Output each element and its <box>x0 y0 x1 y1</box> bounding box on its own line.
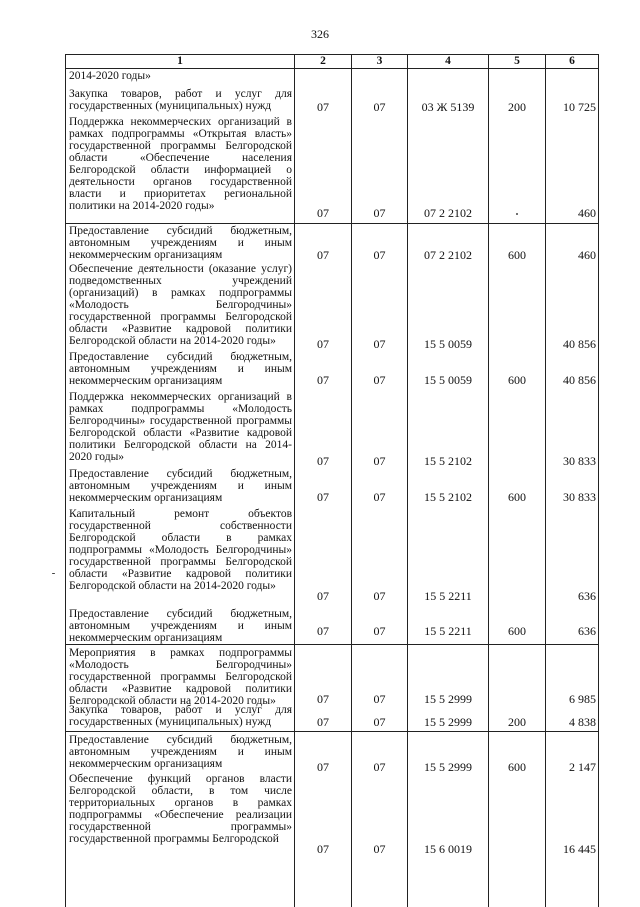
row-target-article: 15 5 2102 <box>424 454 472 468</box>
row-section: 07 <box>317 490 329 504</box>
row-description: Обеспечение функций органов власти Белгородской области, в том числе территориальных органов в рамках подпрограммы «Обеспечение реализации государственной программы» государственной программы Белгородской <box>69 773 292 845</box>
row-expense-type: 600 <box>508 760 526 774</box>
row-description: Предоставление субсидий бюджетным, автономным учреждениям и иным некоммерческим организациям <box>69 225 292 261</box>
row-target-article: 15 5 2999 <box>424 692 472 706</box>
row-section: 07 <box>317 760 329 774</box>
row-subsection: 07 <box>373 760 386 774</box>
row-amount: 30 833 <box>563 454 596 468</box>
table-row <box>66 731 598 773</box>
row-amount: 2 147 <box>569 760 596 774</box>
row-subsection: 07 <box>373 248 386 262</box>
row-description: Обеспечение деятельности (оказание услуг) подведомственных учреждений (организаций) в рамках подпрограммы «Молодость Белгородчины» государственной программы Белгородской области «Развитие кадровой политики Белгородской области на 2014-2020 годы» <box>69 263 292 347</box>
row-expense-type: 600 <box>508 373 526 387</box>
row-description: Мероприятия в рамках подпрограммы «Молодость Белгородчины» государственной программы Белгородской области «Развитие кадровой политики Белгородской области на 2014-2020 годы» <box>69 647 292 707</box>
table-row <box>66 607 598 644</box>
table-row <box>66 467 598 507</box>
row-amount: 30 833 <box>563 490 596 504</box>
row-amount: 460 <box>578 248 596 262</box>
row-target-article: 15 5 0059 <box>424 337 472 351</box>
row-section: 07 <box>317 248 329 262</box>
row-amount: 16 445 <box>563 842 596 856</box>
header-col-5: 5 <box>489 55 545 69</box>
table-row <box>66 390 598 467</box>
table-row <box>66 223 598 263</box>
row-subsection: 07 <box>373 373 386 387</box>
row-description: Предоставление субсидий бюджетным, автономным учреждениям и иным некоммерческим организациям <box>69 734 292 770</box>
row-target-article: 15 5 0059 <box>424 373 472 387</box>
table-row <box>66 69 598 85</box>
row-description: Поддержка некоммерческих организаций в рамках подпрограммы «Открытая власть» государственной программы Белгородской области «Обеспечение населения Белгородской области информацией о деятельности органов государственной власти и приоритетах региональной политики на 2014-2020 годы» <box>69 116 292 212</box>
row-expense-type: 200 <box>508 715 526 729</box>
row-target-article: 15 6 0019 <box>424 842 472 856</box>
row-amount: 10 725 <box>563 100 596 114</box>
row-expense-type: 600 <box>508 248 526 262</box>
row-amount: 6 985 <box>569 692 596 706</box>
header-col-6: 6 <box>546 55 598 69</box>
header-col-3: 3 <box>352 55 407 69</box>
row-subsection: 07 <box>373 715 386 729</box>
row-description: Предоставление субсидий бюджетным, автономным учреждениям и иным некоммерческим организациям <box>69 608 292 644</box>
row-expense-type: 200 <box>508 100 526 114</box>
row-subsection: 07 <box>373 624 386 638</box>
row-description: Закупка товаров, работ и услуг для государственных (муниципальных) нужд <box>69 88 292 112</box>
table-row <box>66 87 598 115</box>
row-target-article: 15 5 2211 <box>424 589 472 603</box>
row-section: 07 <box>317 206 329 220</box>
row-amount: 636 <box>578 624 596 638</box>
row-target-article: 07 2 2102 <box>424 206 472 220</box>
row-target-article: 15 5 2999 <box>424 760 472 774</box>
table-row <box>66 507 598 607</box>
row-expense-type: 600 <box>508 490 526 504</box>
row-section: 07 <box>317 624 329 638</box>
row-description: Поддержка некоммерческих организаций в рамках подпрограммы «Молодость Белгородчины» государственной программы Белгородской области «Развитие кадровой политики Белгородской области на 2014-2020 годы» <box>69 391 292 463</box>
row-section: 07 <box>317 337 329 351</box>
row-section: 07 <box>317 373 329 387</box>
row-target-article: 15 5 2999 <box>424 715 472 729</box>
row-subsection: 07 <box>373 100 386 114</box>
table-row <box>66 115 598 223</box>
margin-mark <box>52 573 55 574</box>
row-section: 07 <box>317 842 329 856</box>
row-subsection: 07 <box>373 454 386 468</box>
header-col-2: 2 <box>295 55 351 69</box>
table-row <box>66 772 598 907</box>
table-row <box>66 350 598 390</box>
row-target-article: 07 2 2102 <box>424 248 472 262</box>
row-target-article: 15 5 2211 <box>424 624 472 638</box>
row-section: 07 <box>317 589 329 603</box>
row-description: Предоставление субсидий бюджетным, автономным учреждениям и иным некоммерческим организациям <box>69 351 292 387</box>
table-row <box>66 704 598 731</box>
row-amount: 40 856 <box>563 373 596 387</box>
table-row <box>66 262 598 350</box>
row-section: 07 <box>317 454 329 468</box>
page-number: 326 <box>311 27 329 41</box>
row-target-article: 15 5 2102 <box>424 490 472 504</box>
row-description: Закупка товаров, работ и услуг для государственных (муниципальных) нужд <box>69 704 292 728</box>
row-amount: 460 <box>578 206 596 220</box>
row-section: 07 <box>317 715 329 729</box>
row-section: 07 <box>317 100 329 114</box>
row-subsection: 07 <box>373 692 386 706</box>
row-target-article: 03 Ж 5139 <box>421 100 475 114</box>
dot-mark <box>516 213 518 215</box>
row-amount: 636 <box>578 589 596 603</box>
row-description: 2014-2020 годы» <box>69 70 151 82</box>
row-section: 07 <box>317 692 329 706</box>
budget-table <box>65 54 599 907</box>
row-subsection: 07 <box>373 337 386 351</box>
row-amount: 4 838 <box>569 715 596 729</box>
row-subsection: 07 <box>373 206 386 220</box>
row-amount: 40 856 <box>563 337 596 351</box>
row-subsection: 07 <box>373 589 386 603</box>
row-expense-type: 600 <box>508 624 526 638</box>
row-description: Капитальный ремонт объектов государственной собственности Белгородской области в рамках подпрограммы «Молодость Белгородчины» государственной программы Белгородской области «Развитие кадровой политики Белгородской области на 2014-2020 годы» <box>69 508 292 592</box>
table-row <box>66 644 598 705</box>
row-description: Предоставление субсидий бюджетным, автономным учреждениям и иным некоммерческим организациям <box>69 468 292 504</box>
header-col-4: 4 <box>408 55 488 69</box>
header-col-1: 1 <box>66 55 294 69</box>
row-subsection: 07 <box>373 490 386 504</box>
row-subsection: 07 <box>373 842 386 856</box>
